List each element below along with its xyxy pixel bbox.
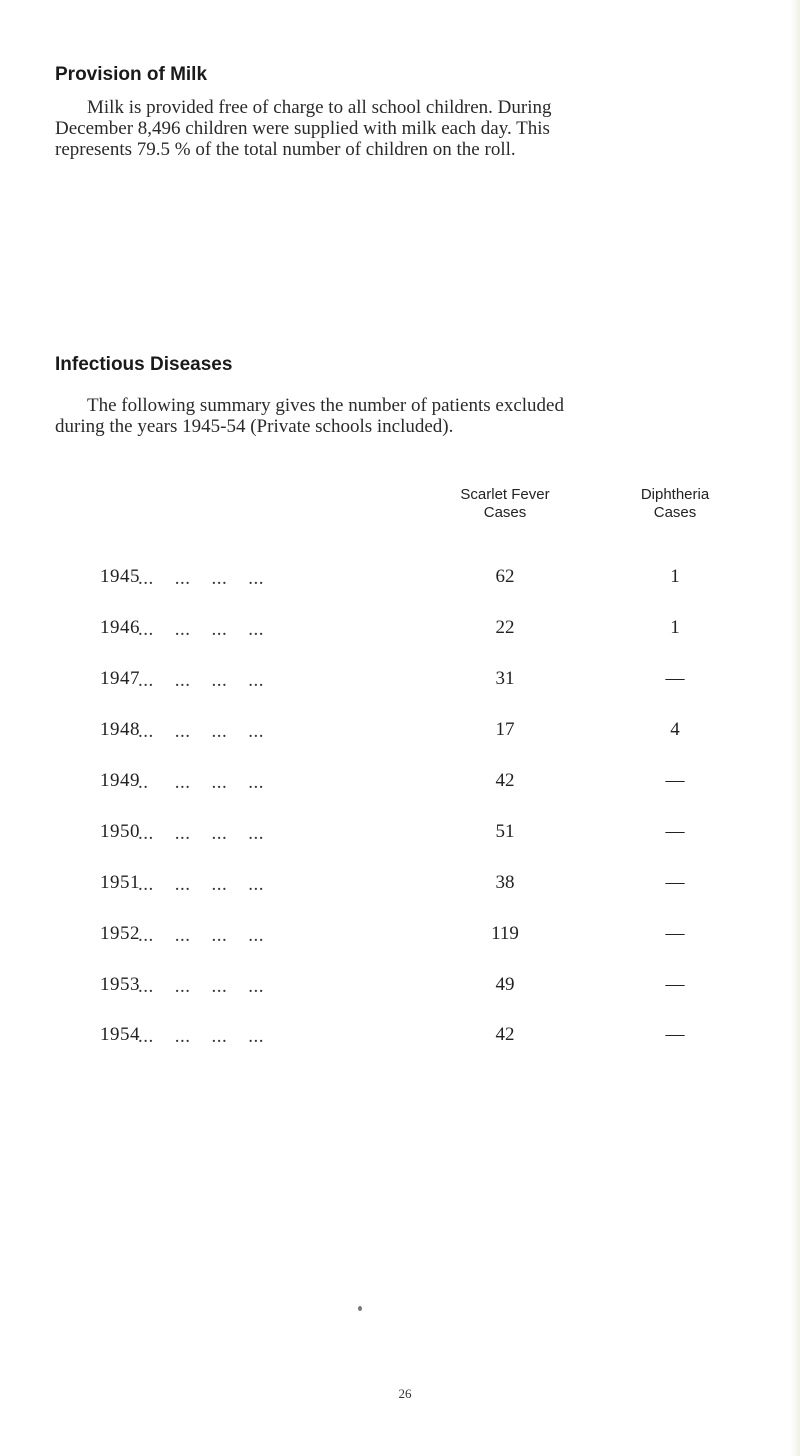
row-leader-dots: ... ... ... ...: [138, 619, 264, 640]
row-diphtheria-cases: —: [665, 974, 685, 995]
scarlet-fever-column-header: [430, 486, 580, 522]
row-year: 1953: [100, 974, 140, 995]
row-leader-dots: ... ... ... ...: [138, 874, 264, 895]
row-diphtheria-cases: —: [665, 821, 685, 842]
row-diphtheria-cases: 1: [670, 617, 680, 638]
row-leader-dots: ... ... ... ...: [138, 670, 264, 691]
row-leader-dots: ... ... ... ...: [138, 568, 264, 589]
row-year: 1954: [100, 1024, 140, 1045]
row-year: 1946: [100, 617, 140, 638]
row-leader-dots: ... ... ... ...: [138, 823, 264, 844]
diphtheria-header-line1: Diphtheria: [640, 486, 710, 503]
diphtheria-header-line2: Cases: [653, 504, 697, 521]
diphtheria-column-header: [600, 486, 750, 522]
row-year: 1952: [100, 923, 140, 944]
table-row: [0, 821, 800, 851]
row-diphtheria-cases: —: [665, 923, 685, 944]
table-row: [0, 1024, 800, 1054]
table-row: [0, 923, 800, 953]
ink-speck: [358, 1306, 362, 1311]
infectious-paragraph: [55, 395, 767, 437]
row-year: 1948: [100, 719, 140, 740]
row-scarlet-fever-cases: 51: [495, 821, 515, 842]
milk-heading: Provision of Milk: [55, 64, 208, 85]
row-year: 1949: [100, 770, 140, 791]
row-scarlet-fever-cases: 31: [495, 668, 515, 689]
table-row: [0, 974, 800, 1004]
page-edge-shadow: [790, 0, 800, 1456]
row-scarlet-fever-cases: 49: [495, 974, 515, 995]
infectious-line-1: The following summary gives the number of patients excluded: [87, 395, 564, 416]
row-scarlet-fever-cases: 62: [495, 566, 515, 587]
row-year: 1947: [100, 668, 140, 689]
row-scarlet-fever-cases: 22: [495, 617, 515, 638]
table-row: [0, 719, 800, 749]
milk-paragraph: [55, 97, 767, 160]
row-scarlet-fever-cases: 42: [495, 1024, 515, 1045]
row-diphtheria-cases: —: [665, 668, 685, 689]
row-year: 1945: [100, 566, 140, 587]
milk-line-3: represents 79.5 % of the total number of children on the roll.: [55, 139, 516, 160]
row-scarlet-fever-cases: 42: [495, 770, 515, 791]
row-leader-dots: ... ... ... ...: [138, 1026, 264, 1047]
row-scarlet-fever-cases: 17: [495, 719, 515, 740]
row-diphtheria-cases: —: [665, 872, 685, 893]
row-diphtheria-cases: —: [665, 1024, 685, 1045]
table-row: [0, 668, 800, 698]
row-year: 1950: [100, 821, 140, 842]
row-year: 1951: [100, 872, 140, 893]
scarlet-fever-header-line1: Scarlet Fever: [460, 486, 550, 503]
row-diphtheria-cases: 1: [670, 566, 680, 587]
table-row: [0, 872, 800, 902]
infectious-line-2: during the years 1945-54 (Private schools included).: [55, 416, 454, 437]
table-row: [0, 566, 800, 596]
milk-line-1: Milk is provided free of charge to all school children. During: [87, 97, 552, 118]
row-leader-dots: ... ... ... ...: [138, 976, 264, 997]
table-row: [0, 617, 800, 647]
row-leader-dots: ... ... ... ...: [138, 925, 264, 946]
scarlet-fever-header-line2: Cases: [483, 504, 527, 521]
row-leader-dots: .. ... ... ...: [138, 772, 264, 793]
table-row: [0, 770, 800, 800]
row-scarlet-fever-cases: 119: [491, 923, 519, 944]
row-diphtheria-cases: 4: [670, 719, 680, 740]
infectious-heading: Infectious Diseases: [55, 354, 233, 375]
milk-line-2: December 8,496 children were supplied with milk each day. This: [55, 118, 550, 139]
page-number: 26: [398, 1386, 412, 1401]
row-diphtheria-cases: —: [665, 770, 685, 791]
row-scarlet-fever-cases: 38: [495, 872, 515, 893]
row-leader-dots: ... ... ... ...: [138, 721, 264, 742]
